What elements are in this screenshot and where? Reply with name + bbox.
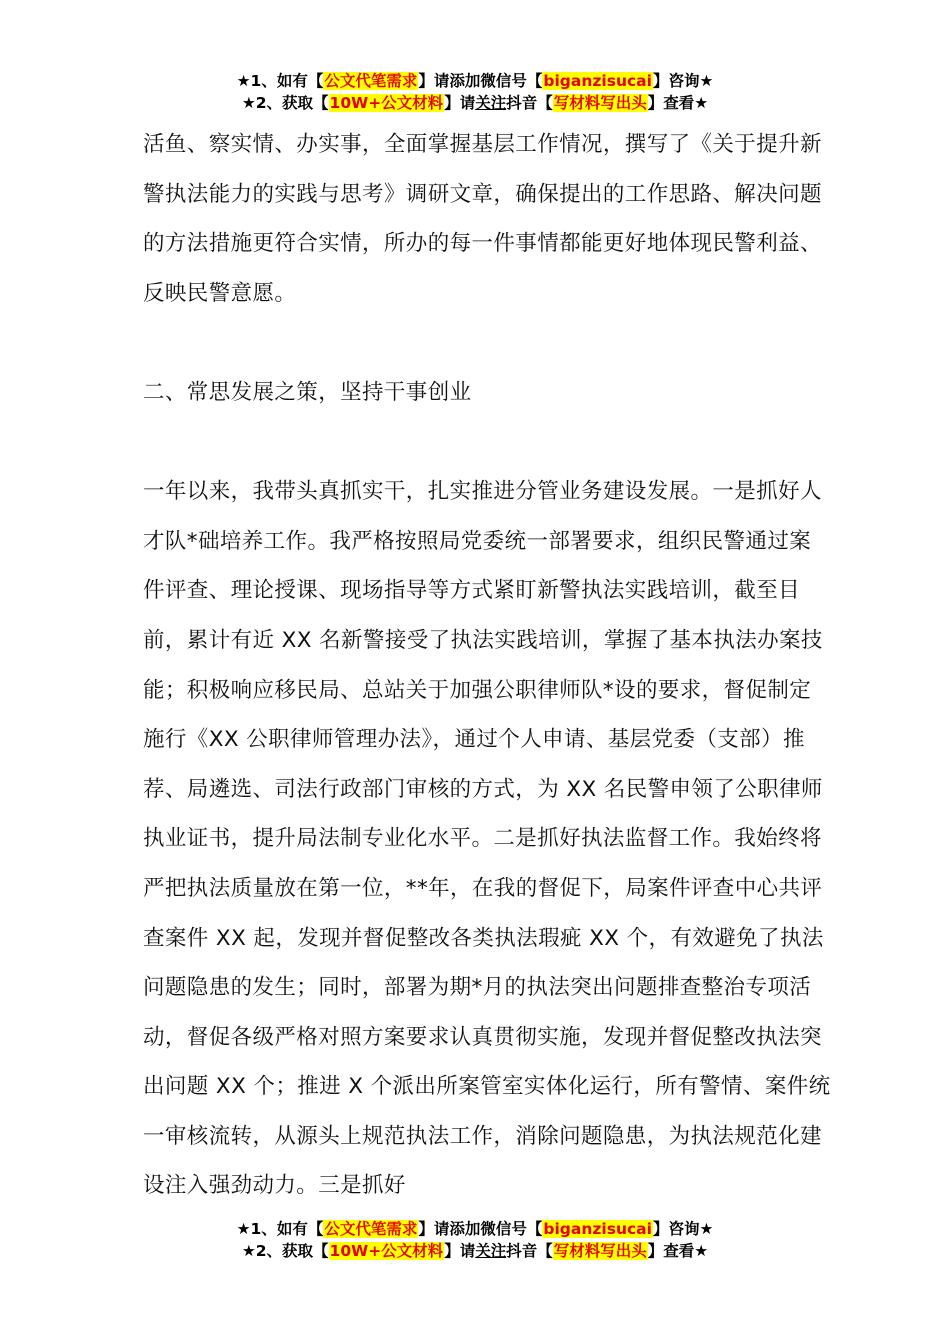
banner-text: 】请 [444, 94, 476, 112]
banner-text: 微信号【 [480, 1220, 543, 1238]
banner-highlight: biganzisucai [543, 72, 652, 90]
banner-text: 微信号【 [480, 72, 543, 90]
banner-text: 】查看★ [647, 94, 709, 112]
paragraph: 活鱼、察实情、办实事，全面掌握基层工作情况，撰写了《关于提升新警执法能力的实践与思考》调研文章，确保提出的工作思路、解决问题的方法措施更符合实情，所办的每一件事情都能更好地体现民警利益、反映民警意愿。 [143, 132, 822, 306]
banner-highlight: 写材料写出头 [553, 1242, 647, 1260]
banner-text: ★1、如有【 [236, 1220, 324, 1238]
section-heading: 二、常思发展之策，坚持干事创业 [143, 379, 472, 405]
banner-highlight: 公文代笔需求 [324, 72, 418, 90]
banner-text: 抖音【 [506, 94, 553, 112]
banner-text: ★2、获取【 [241, 1242, 329, 1260]
banner-emphasis: 关注 [475, 1242, 507, 1260]
banner-text: 】请 [418, 72, 450, 90]
banner-highlight: biganzisucai [543, 1220, 652, 1238]
banner-text: 】咨询★ [652, 1220, 714, 1238]
banner-line-2 [0, 92, 950, 114]
spacer [143, 318, 833, 368]
banner-highlight: 10W+公文材料 [329, 94, 444, 112]
banner-text: 】请 [444, 1242, 476, 1260]
banner-highlight: 写材料写出头 [553, 94, 647, 112]
banner-highlight: 公文代笔需求 [324, 1220, 418, 1238]
banner-line-2 [0, 1240, 950, 1262]
banner-emphasis: 添加 [449, 1220, 481, 1238]
banner-line-1 [0, 70, 950, 92]
banner-text: ★1、如有【 [236, 72, 324, 90]
banner-text: 】咨询★ [652, 72, 714, 90]
document-body [143, 120, 833, 1211]
spacer [143, 418, 833, 468]
paragraph: 一年以来，我带头真抓实干，扎实推进分管业务建设发展。一是抓好人才队*础培养工作。我严格按照局党委统一部署要求，组织民警通过案件评查、理论授课、现场指导等方式紧盯新警执法实践培训，截至目前，累计有近 XX 名新警接受了执法实践培训，掌握了基本执法办案技能；积极响应移民局、总站关于加强公职律师队*设的要求，督促制定施行《XX 公职律师管理办法》，通过个人申请、基层党委（支部）推荐、局遴选、司法行政部门审核的方式，为 XX 名民警申领了公职律师执业证书，提升局法制专业化水平。二是抓好执法监督工作。我始终将严把执法质量放在第一位，**年，在我的督促下，局案件评查中心共评查案件 XX 起，发现并督促整改各类执法瑕疵 XX 个，有效避免了执法问题隐患的发生；同时，部署为期*月的执法突出问题排查整治专项活动，督促各级严格对照方案要求认真贯彻实施，发现并督促整改执法突出问题 XX 个；推进 X 个派出所案管室实体化运行，所有警情、案件统一审核流转，从源头上规范执法工作，消除问题隐患，为执法规范化建设注入强劲动力。三是抓好 [143, 479, 831, 1199]
banner-text: 】请 [418, 1220, 450, 1238]
banner-text: ★2、获取【 [241, 94, 329, 112]
banner-highlight: 10W+公文材料 [329, 1242, 444, 1260]
banner-text: 抖音【 [506, 1242, 553, 1260]
banner-emphasis: 添加 [449, 72, 481, 90]
banner-emphasis: 关注 [475, 94, 507, 112]
banner-line-1 [0, 1218, 950, 1240]
banner-text: 】查看★ [647, 1242, 709, 1260]
footer-banner [0, 1218, 950, 1262]
header-banner [0, 70, 950, 114]
